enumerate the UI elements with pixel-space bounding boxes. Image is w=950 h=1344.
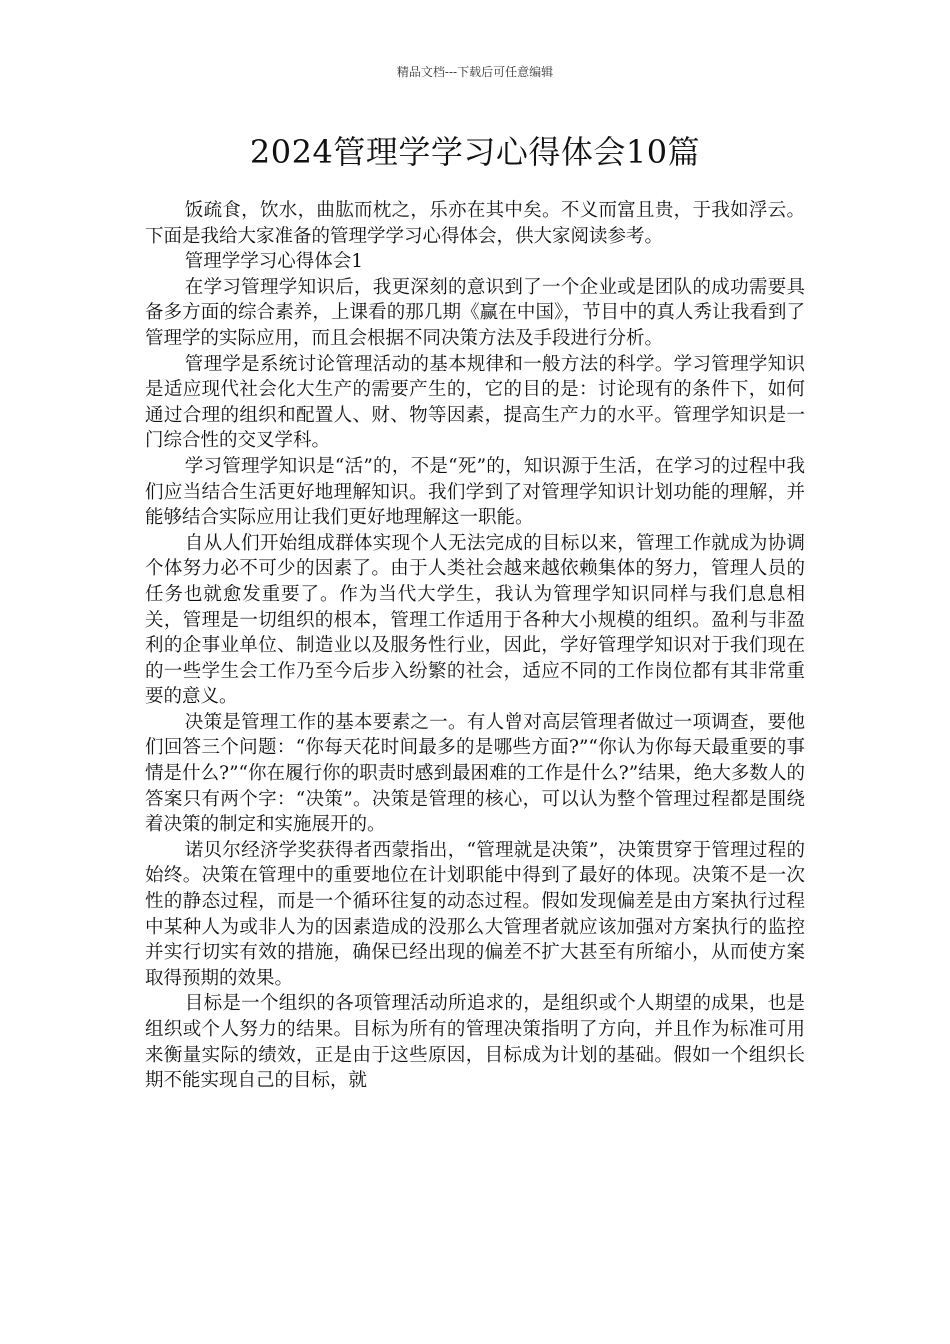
document-body xyxy=(145,198,805,1094)
body-paragraph: 诺贝尔经济学奖获得者西蒙指出，“管理就是决策”，决策贯穿于管理过程的始终。决策在管理中的重要地位在计划职能中得到了最好的体现。决策不是一次性的静态过程，而是一个循环往复的动态过程。假如发现偏差是由方案执行过程中某种人为或非人为的因素造成的没那么大管理者就应该加强对方案执行的监控并实行切实有效的措施，确保已经出现的偏差不扩大甚至有所缩小，从而使方案取得预期的效果。 xyxy=(145,839,805,989)
document-title: 2024管理学学习心得体会10篇 xyxy=(249,133,701,171)
body-paragraph: 学习管理学知识是“活”的，不是“死”的，知识源于生活，在学习的过程中我们应当结合生活更好地理解知识。我们学到了对管理学知识计划功能的理解，并能够结合实际应用让我们更好地理解这一职能。 xyxy=(145,455,805,529)
page-header: 精品文档---下载后可任意编辑 xyxy=(396,65,554,79)
body-paragraph: 在学习管理学知识后，我更深刻的意识到了一个企业或是团队的成功需要具备多方面的综合素养，上课看的那几期《赢在中国》，节目中的真人秀让我看到了管理学的实际应用，而且会根据不同决策方法及手段进行分析。 xyxy=(145,276,805,349)
body-paragraph: 决策是管理工作的基本要素之一。有人曾对高层管理者做过一项调查，要他们回答三个问题：“你每天花时间最多的是哪些方面?”“你认为你每天最重要的事情是什么?”“你在履行你的职责时感到最困难的工作是什么?”结果，绝大多数人的答案只有两个字：“决策”。决策是管理的核心，可以认为整个管理过程都是围绕着决策的制定和实施展开的。 xyxy=(145,711,805,836)
section-heading: 管理学学习心得体会1 xyxy=(184,251,364,273)
intro-paragraph: 饭疏食，饮水，曲肱而枕之，乐亦在其中矣。不义而富且贵，于我如浮云。下面是我给大家准备的管理学学习心得体会，供大家阅读参考。 xyxy=(145,200,805,247)
body-paragraph: 目标是一个组织的各项管理活动所追求的，是组织或个人期望的成果，也是组织或个人努力的结果。目标为所有的管理决策指明了方向，并且作为标准可用来衡量实际的绩效，正是由于这些原因，目标成为计划的基础。假如一个组织长期不能实现自己的目标，就 xyxy=(145,993,805,1092)
body-paragraph: 自从人们开始组成群体实现个人无法完成的目标以来，管理工作就成为协调个体努力必不可少的因素了。由于人类社会越来越依赖集体的努力，管理人员的任务也就愈发重要了。作为当代大学生，我认为管理学知识同样与我们息息相关，管理是一切组织的根本，管理工作适用于各种大小规模的组织。盈利与非盈利的企事业单位、制造业以及服务性行业，因此，学好管理学知识对于我们现在的一些学生会工作乃至今后步入纷繁的社会，适应不同的工作岗位都有其非常重要的意义。 xyxy=(145,532,805,708)
body-paragraph: 管理学是系统讨论管理活动的基本规律和一般方法的科学。学习管理学知识是适应现代社会化大生产的需要产生的，它的目的是：讨论现有的条件下，如何通过合理的组织和配置人、财、物等因素，提高生产力的水平。管理学知识是一门综合性的交叉学科。 xyxy=(145,353,805,452)
